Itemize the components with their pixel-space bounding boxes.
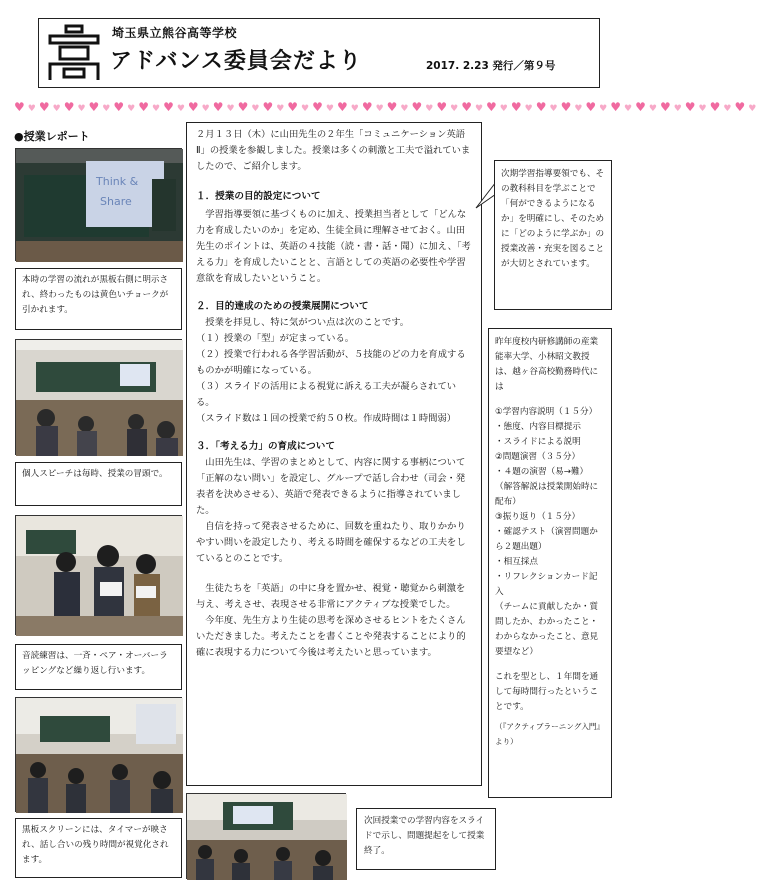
heart-icon: ♥ — [262, 100, 277, 114]
side-item-3: ・スライドによる説明 — [495, 437, 581, 447]
callout-text: 次期学習指導要領でも、その教科科目を学ぶことで「何ができるようになるか」を明確にし、そのために「どのように学ぶか」の授業改善・充実を図ることが大切とされています。 — [501, 169, 605, 269]
bottom-caption — [356, 808, 496, 870]
heart-icon: ♥ — [325, 104, 337, 114]
heart-icon: ♥ — [425, 104, 437, 114]
heart-icon: ♥ — [336, 100, 351, 114]
photo-timer-screen — [15, 697, 182, 812]
heart-icon: ♥ — [312, 100, 326, 114]
heart-icon: ♥ — [350, 104, 362, 114]
caption-1 — [15, 268, 182, 330]
heart-border — [14, 100, 759, 114]
heart-icon: ♥ — [176, 104, 188, 114]
slide-text-line1: Think & — [96, 175, 139, 188]
heart-icon: ♥ — [709, 100, 724, 114]
heart-icon: ♥ — [635, 100, 649, 114]
heart-icon: ♥ — [648, 104, 660, 114]
heart-icon: ♥ — [486, 100, 500, 114]
heart-icon: ♥ — [52, 104, 64, 114]
heart-icon: ♥ — [63, 100, 78, 114]
heart-icon: ♥ — [138, 100, 152, 114]
article-intro: ２月１３日（木）に山田先生の２年生「コミュニケーション英語Ⅱ」の授業を参観しました。授業は多くの刺激と工夫で溢れていましたので、ご紹介します。 — [196, 129, 471, 172]
section-3-para-3: 生徒たちを「英語」の中に身を置かせ、視覚・聴覚から刺激を与え、考えさせ、表現させる非常にアクティブな授業でした。 — [196, 583, 466, 610]
heart-icon: ♥ — [375, 104, 387, 114]
heart-icon: ♥ — [659, 100, 674, 114]
heart-icon: ♥ — [748, 104, 759, 114]
side-outro: これを型とし、１年間を通して毎時間行ったということです。 — [495, 672, 599, 712]
caption-4-text: 黒板スクリーンには、タイマーが映され、話し合いの残り時間が視覚化されます。 — [22, 825, 169, 865]
heart-icon: ♥ — [212, 100, 227, 114]
newsletter-title: アドバンス委員会だより — [110, 49, 362, 74]
issue-info: 2017. 2.23 発行／第９号 — [426, 60, 556, 72]
side-column — [488, 328, 612, 798]
section-3-title: ３．「考える力」の育成について — [196, 441, 335, 452]
heart-icon: ♥ — [585, 100, 600, 114]
heart-icon: ♥ — [361, 100, 376, 114]
caption-2 — [15, 462, 182, 506]
heart-icon: ♥ — [624, 104, 636, 114]
heart-icon: ♥ — [151, 104, 164, 114]
heart-icon: ♥ — [187, 100, 202, 114]
section-label: ●授業レポート — [14, 130, 90, 143]
heart-icon: ♥ — [237, 100, 252, 114]
heart-icon: ♥ — [474, 104, 487, 114]
heart-icon: ♥ — [14, 100, 28, 114]
section-2-item-4: （スライド数は１回の授業で約５０枚。作成時間は１時間弱） — [196, 413, 457, 424]
heart-icon: ♥ — [276, 104, 288, 114]
bottom-caption-text: 次回授業での学習内容をスライドで示し、問題提起をして授業終了。 — [364, 816, 485, 856]
heart-icon: ♥ — [560, 100, 575, 114]
main-article — [186, 122, 482, 786]
heart-icon: ♥ — [723, 104, 735, 114]
section-3-para-1: 山田先生は、学習のまとめとして、内容に関する事柄について「正解のない問い」を設定し、グループで話し合わせ（司会・発表者を決めさせる）、英語で発表できるように指導されていました。 — [196, 457, 466, 516]
heart-icon: ♥ — [510, 100, 525, 114]
section-1-body: 学習指導要領に基づくものに加え、授業担当者として「どんな力を育成したいのか」を定め、生徒全員に理解させておく。山田先生のポイントは、英語の４技能（読・書・話・聞）に加え、「考える力」を育成したいことと、言語としての英語の必要性や学習意欲を育成したいということ。 — [196, 209, 471, 284]
side-item-8: ・確認テスト（演習問題から２題出題） — [495, 527, 598, 552]
heart-icon: ♥ — [127, 104, 139, 114]
heart-icon: ♥ — [113, 100, 128, 114]
section-2-title: ２．目的達成のための授業展開について — [196, 301, 369, 312]
side-item-10: ・リフレクションカード記入 — [495, 572, 598, 597]
section-2-item-3: （３）スライドの活用による視覚に訴える工夫が凝らされている。 — [196, 381, 457, 408]
slide-text-line2: Share — [100, 195, 132, 208]
heart-icon: ♥ — [38, 100, 53, 114]
school-logo-icon — [46, 24, 102, 82]
side-item-6: （解答解説は授業開始時に配布） — [495, 482, 599, 507]
caption-2-text: 個人スピーチは毎時、授業の冒頭で。 — [22, 469, 168, 479]
heart-icon: ♥ — [549, 104, 561, 114]
caption-3-text: 音読練習は、一斉・ペア・オーバーラッピングなど繰り返し行います。 — [22, 651, 168, 676]
caption-4 — [15, 818, 182, 878]
heart-icon: ♥ — [226, 104, 238, 114]
photo-blackboard-slide — [15, 148, 182, 261]
heart-icon: ♥ — [499, 104, 511, 114]
heart-icon: ♥ — [698, 104, 710, 114]
heart-icon: ♥ — [436, 100, 451, 114]
side-item-9: ・相互採点 — [495, 557, 538, 567]
photo-classroom-speech — [15, 339, 182, 455]
callout-pointer — [474, 178, 496, 218]
side-item-1: ①学習内容説明（１５分） — [495, 407, 598, 417]
section-2-item-1: （１）授業の「型」が定まっている。 — [196, 333, 355, 344]
section-2-intro: 授業を拝見し、特に気がつい点は次のことです。 — [205, 317, 410, 328]
heart-icon: ♥ — [301, 104, 313, 114]
section-3-para-4: 今年度、先生方より生徒の思考を深めさせるヒントをたくさんいただきました。考えたことを書くことや発表することにより的確に表現する力について今後は考えたいと思っています。 — [196, 615, 466, 658]
heart-icon: ♥ — [251, 104, 263, 114]
side-item-4: ②問題演習（３５分） — [495, 452, 581, 462]
heart-icon: ♥ — [88, 100, 103, 114]
heart-icon: ♥ — [411, 100, 426, 114]
heart-icon: ♥ — [461, 100, 475, 114]
section-1-title: １．授業の目的設定について — [196, 191, 321, 202]
heart-icon: ♥ — [201, 104, 213, 114]
side-item-7: ③振り返り（１５分） — [495, 512, 581, 522]
heart-icon: ♥ — [450, 104, 462, 114]
heart-icon: ♥ — [400, 104, 412, 114]
side-item-5: ・４題の演習（易→難） — [495, 467, 589, 477]
heart-icon: ♥ — [599, 104, 611, 114]
heart-icon: ♥ — [535, 100, 550, 114]
callout-box — [494, 160, 612, 310]
heart-icon: ♥ — [27, 104, 39, 114]
side-source: （『アクティブラーニング入門』より） — [495, 722, 605, 746]
caption-3 — [15, 644, 182, 690]
heart-icon: ♥ — [386, 100, 401, 114]
photo-final-slide — [186, 793, 346, 879]
side-item-11: （チームに貢献したか・質問したか、わかったこと・わからなかったこと、意見要望など） — [495, 602, 599, 657]
heart-icon: ♥ — [163, 100, 177, 114]
heart-icon: ♥ — [77, 104, 89, 114]
side-intro: 昨年度校内研修講師の産業能率大学、小林昭文教授は、越ヶ谷高校勤務時代には — [495, 337, 599, 392]
school-logo — [46, 24, 102, 82]
heart-icon: ♥ — [524, 104, 536, 114]
photo-reading-practice — [15, 515, 182, 635]
heart-icon: ♥ — [673, 104, 685, 114]
heart-icon: ♥ — [610, 100, 625, 114]
section-2-item-2: （２）授業で行われる各学習活動が、５技能のどの力を育成するものかが明確になっている。 — [196, 349, 466, 376]
heart-icon: ♥ — [734, 100, 749, 114]
caption-1-text: 本時の学習の流れが黒板右側に明示され、終わったものは黄色いチョークが引かれます。 — [22, 275, 169, 315]
heart-icon: ♥ — [287, 100, 302, 114]
heart-icon: ♥ — [102, 104, 114, 114]
school-name: 埼玉県立熊谷高等学校 — [112, 26, 238, 40]
heart-icon: ♥ — [574, 104, 586, 114]
heart-icon: ♥ — [684, 100, 699, 114]
side-item-2: ・態度、内容目標提示 — [495, 422, 581, 432]
section-3-para-2: 自信を持って発表させるために、回数を重ねたり、取りかかりやすい問いを設定したり、考える時間を確保するなどの工夫をしているとのことです。 — [196, 521, 466, 564]
